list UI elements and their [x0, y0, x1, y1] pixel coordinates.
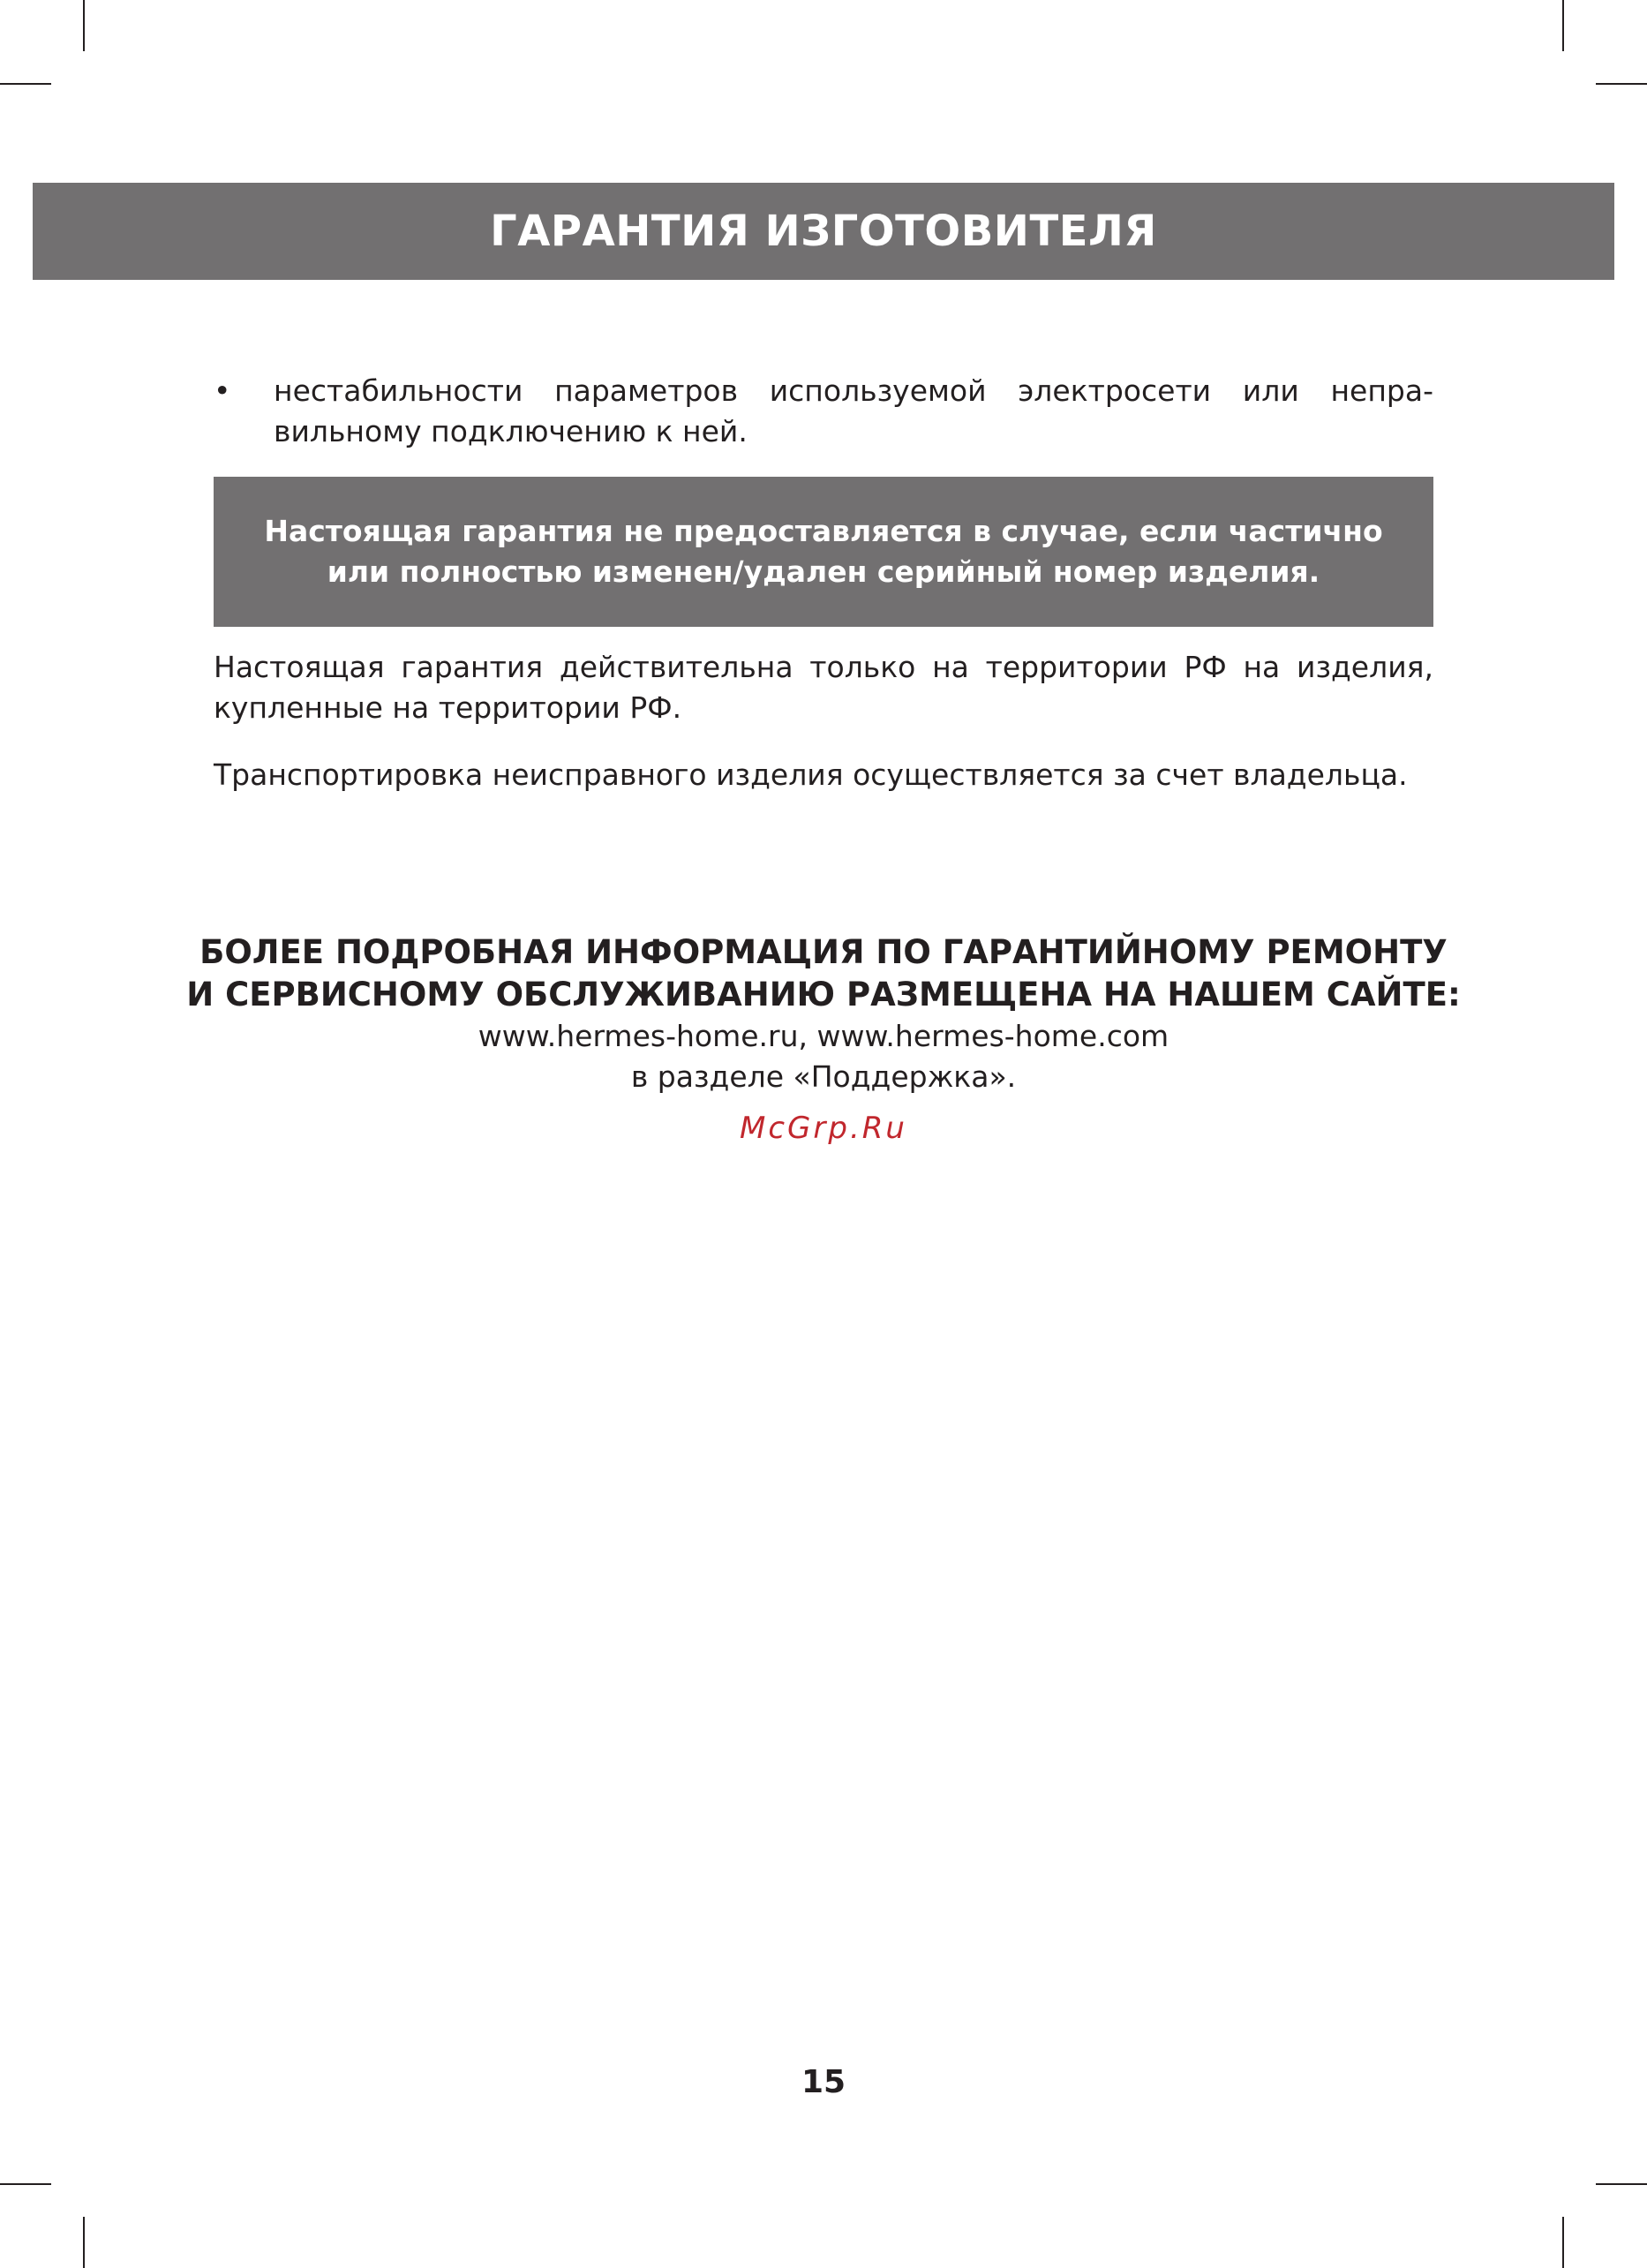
crop-mark-top-right-horizontal [1596, 83, 1647, 85]
bullet-text: нестабильности параметров используемой электросети или непра-вильному подключению к ней. [274, 373, 1433, 448]
page-title: ГАРАНТИЯ ИЗГОТОВИТЕЛЯ [490, 207, 1157, 256]
support-section-note: в разделе «Поддержка». [630, 1059, 1017, 1094]
page-title-bar [33, 183, 1614, 280]
crop-mark-bottom-right-horizontal [1596, 2183, 1647, 2185]
bullet-item [214, 371, 1433, 452]
crop-mark-bottom-left-vertical [83, 2217, 85, 2268]
crop-mark-bottom-left-horizontal [0, 2183, 51, 2185]
watermark: McGrp.Ru [740, 1111, 907, 1146]
info-heading-line-2: И СЕРВИСНОМУ ОБСЛУЖИВАНИЮ РАЗМЕЩЕНА НА НАШЕМ САЙТЕ: [186, 976, 1461, 1013]
territory-paragraph: Настоящая гарантия действительна только на территории РФ на изделия, купленные на территории РФ. [214, 650, 1433, 725]
crop-mark-top-left-vertical [83, 0, 85, 51]
support-info-block [159, 931, 1488, 1097]
warranty-notice-box [214, 477, 1433, 627]
page-number: 15 [801, 2064, 846, 2100]
notice-line-1: Настоящая гарантия не предоставляется в случае, если частично [264, 514, 1383, 548]
crop-mark-top-right-vertical [1562, 0, 1564, 51]
bullet-icon: • [214, 373, 231, 408]
info-heading-line-1: БОЛЕЕ ПОДРОБНАЯ ИНФОРМАЦИЯ ПО ГАРАНТИЙНОМУ РЕМОНТУ [199, 933, 1448, 971]
notice-line-2: или полностью изменен/удален серийный номер изделия. [327, 554, 1320, 589]
crop-mark-top-left-horizontal [0, 83, 51, 85]
website-links[interactable]: www.hermes-home.ru, www.hermes-home.com [478, 1019, 1169, 1053]
transport-paragraph: Транспортировка неисправного изделия осуществляется за счет владельца. [214, 757, 1408, 792]
crop-mark-bottom-right-vertical [1562, 2217, 1564, 2268]
